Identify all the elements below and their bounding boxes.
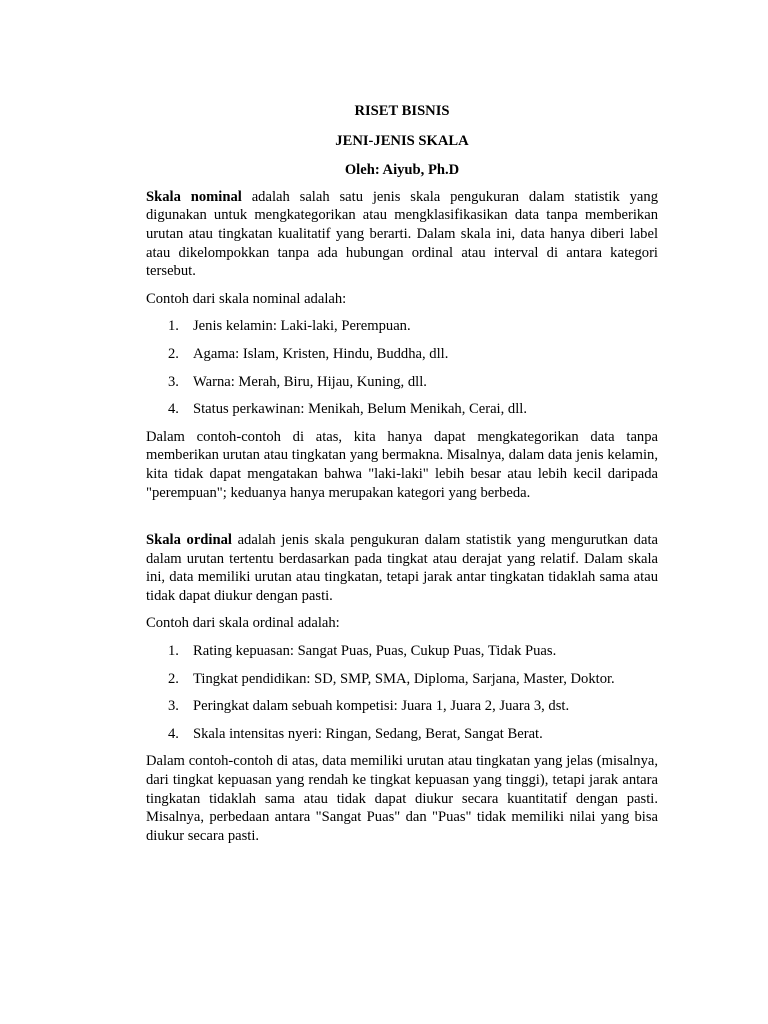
nominal-definition: adalah salah satu jenis skala pengukuran dalam statistik yang digunakan untuk mengkategorikan atau mengklasifikasikan data tanpa memberikan urutan atau tingkatan kualitatif yang berarti. Dalam skala ini, data hanya diberi label atau dikelompokkan tanpa ada hubungan ordinal atau interval di antara kategori tersebut. [146,188,658,280]
list-item [146,345,658,364]
nominal-definition-paragraph [146,188,658,281]
nominal-explanation: Dalam contoh-contoh di atas, kita hanya dapat mengkategorikan data tanpa memberikan urutan atau tingkatan yang bermakna. Misalnya, dalam data jenis kelamin, kita tidak dapat mengatakan bahwa "laki-laki" lebih besar atau lebih kecil daripada "perempuan"; keduanya hanya merupakan kategori yang berbeda. [146,428,658,501]
document-page [146,102,658,845]
ordinal-examples-list [146,642,658,743]
list-item-number: 3. [168,373,179,390]
ordinal-explanation: Dalam contoh-contoh di atas, data memiliki urutan atau tingkatan yang jelas (misalnya, dari tingkat kepuasan yang rendah ke tingkat kepuasan yang tinggi), tetapi jarak antara tingkatan tidaklah sama atau tidak dapat diukur secara kuantitatif dengan pasti. Misalnya, perbedaan antara "Sangat Puas" dan "Puas" tidak memiliki nilai yang bisa diukur secara pasti. [146,753,658,844]
list-item [146,642,658,661]
ordinal-definition: adalah jenis skala pengukuran dalam statistik yang mengurutkan data dalam urutan tertentu berdasarkan pada tingkat atau derajat yang relatif. Dalam skala ini, data memiliki urutan atau tingkatan, tetapi jarak antar tingkatan tidaklah sama atau tidak dapat diukur dengan pasti. [146,532,658,604]
list-item-number: 3. [168,698,179,715]
list-item [146,725,658,744]
ordinal-term: Skala ordinal [146,532,232,549]
list-item [146,317,658,336]
list-item-text: Status perkawinan: Menikah, Belum Menikah, Cerai, dll. [193,401,527,418]
list-item-text: Tingkat pendidikan: SD, SMP, SMA, Diploma, Sarjana, Master, Doktor. [193,670,615,687]
nominal-term: Skala nominal [146,188,242,205]
list-item-number: 2. [168,345,179,362]
ordinal-definition-paragraph [146,531,658,605]
list-item [146,400,658,419]
ordinal-examples-intro: Contoh dari skala ordinal adalah: [146,615,340,632]
list-item-number: 4. [168,725,179,742]
list-item-text: Skala intensitas nyeri: Ringan, Sedang, Berat, Sangat Berat. [193,725,543,742]
nominal-examples-intro: Contoh dari skala nominal adalah: [146,290,347,307]
list-item-number: 1. [168,643,179,660]
list-item-text: Peringkat dalam sebuah kompetisi: Juara 1, Juara 2, Juara 3, dst. [193,698,570,715]
document-author: Oleh: Aiyub, Ph.D [344,162,460,179]
nominal-examples-list [146,317,658,418]
list-item-number: 1. [168,318,179,335]
list-item-text: Rating kepuasan: Sangat Puas, Puas, Cukup Puas, Tidak Puas. [193,643,557,660]
list-item [146,373,658,392]
document-title: RISET BISNIS [354,103,450,119]
list-item-text: Warna: Merah, Biru, Hijau, Kuning, dll. [193,373,427,390]
list-item [146,670,658,689]
list-item-number: 2. [168,670,179,687]
list-item [146,697,658,716]
list-item-text: Agama: Islam, Kristen, Hindu, Buddha, dll. [193,345,449,362]
list-item-text: Jenis kelamin: Laki-laki, Perempuan. [193,318,411,335]
document-subtitle: JENI-JENIS SKALA [335,132,469,149]
list-item-number: 4. [168,401,179,418]
